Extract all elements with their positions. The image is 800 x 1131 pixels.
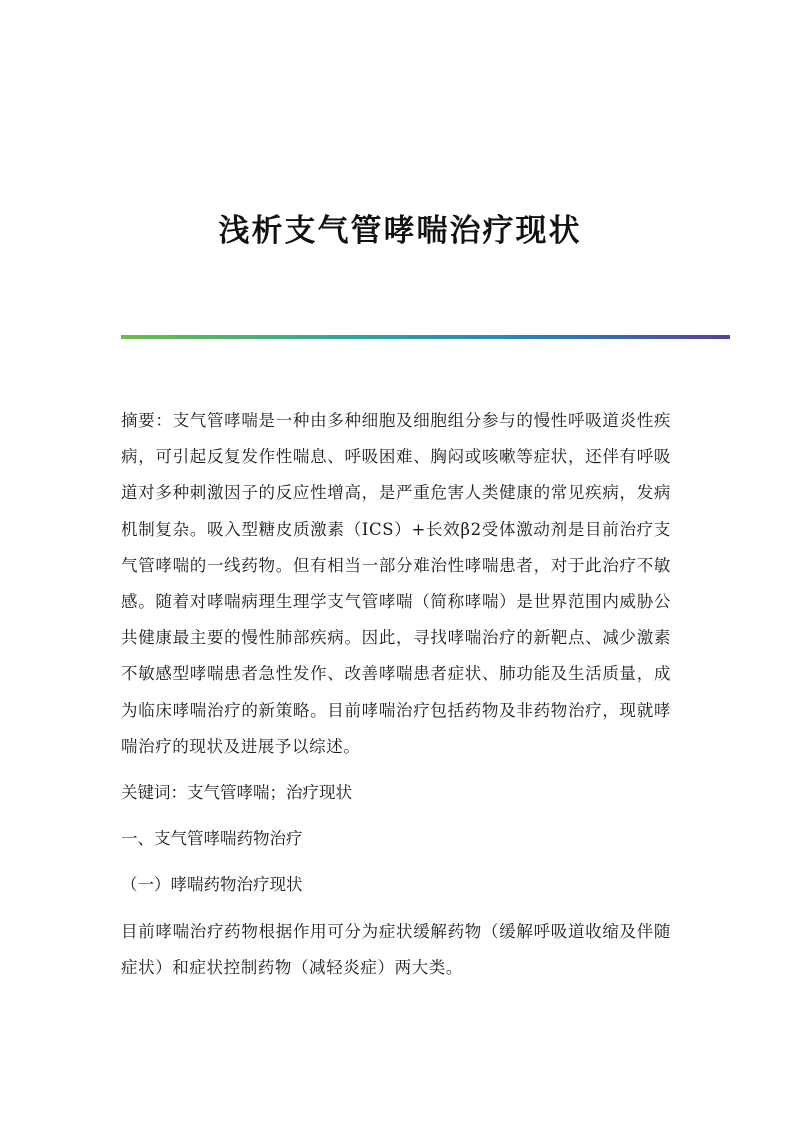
abstract-paragraph: 摘要：支气管哮喘是一种由多种细胞及细胞组分参与的慢性呼吸道炎性疾病，可引起反复发作性喘息、呼吸困难、胸闷或咳嗽等症状，还伴有呼吸道对多种刺激因子的反应性增高，是严重危害人类健康的常见疾病，发病机制复杂。吸入型糖皮质激素（ICS）+长效β2受体激动剂是目前治疗支气管哮喘的一线药物。但有相当一部分难治性哮喘患者，对于此治疗不敏感。随着对哮喘病理生理学支气管哮喘（简称哮喘）是世界范围内威胁公共健康最主要的慢性肺部疾病。因此，寻找哮喘治疗的新靶点、减少激素不敏感型哮喘患者急性发作、改善哮喘患者症状、肺功能及生活质量，成为临床哮喘治疗的新策略。目前哮喘治疗包括药物及非药物治疗，现就哮喘治疗的现状及进展予以综述。: [121, 411, 671, 756]
body-paragraph: 目前哮喘治疗药物根据作用可分为症状缓解药物（缓解呼吸道收缩及伴随症状）和症状控制药物（减轻炎症）两大类。: [121, 921, 671, 977]
document-body: [121, 403, 671, 986]
document-title: 浅析支气管哮喘治疗现状: [218, 212, 582, 249]
section-heading: 一、支气管哮喘药物治疗: [121, 829, 303, 849]
title-divider: [121, 335, 730, 339]
keywords-line: 关键词：支气管哮喘；治疗现状: [121, 783, 352, 803]
subsection-heading: （一）哮喘药物治疗现状: [121, 875, 303, 895]
